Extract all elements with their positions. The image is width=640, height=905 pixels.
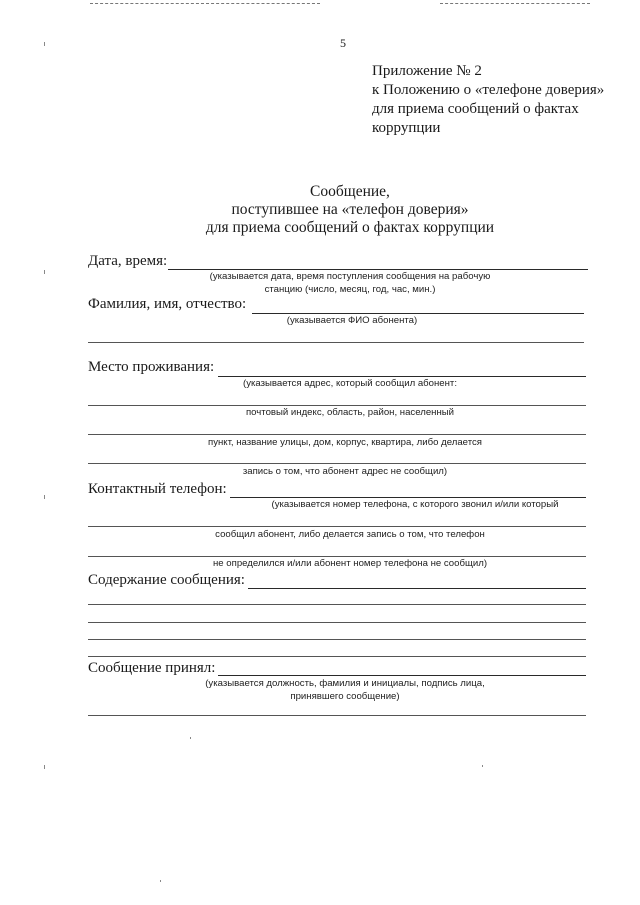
address-hint: почтовый индекс, область, район, населенный xyxy=(245,407,455,418)
address-field-line[interactable] xyxy=(218,376,586,377)
phone-hint: не определился и/или абонент номер телефона не сообщил) xyxy=(212,558,488,569)
scan-speck xyxy=(44,765,45,769)
phone-label: Контактный телефон: xyxy=(88,481,227,497)
phone-field-line[interactable] xyxy=(88,556,586,557)
received-by-label: Сообщение принял: xyxy=(88,660,216,676)
address-field-line[interactable] xyxy=(88,434,586,435)
fio-hint: (указывается ФИО абонента) xyxy=(286,315,418,326)
received-by-hint: принявшего сообщение) xyxy=(290,691,400,702)
scan-speck xyxy=(44,42,45,46)
received-by-extra-line[interactable] xyxy=(88,715,586,716)
address-field-line[interactable] xyxy=(88,405,586,406)
address-label: Место проживания: xyxy=(88,359,215,375)
datetime-hint: станцию (число, месяц, год, час, мин.) xyxy=(264,284,436,295)
scan-speck xyxy=(44,270,45,274)
address-hint: пункт, название улицы, дом, корпус, квартира, либо делается xyxy=(208,437,482,448)
page-number: 5 xyxy=(340,36,346,50)
address-field-line[interactable] xyxy=(88,463,586,464)
appendix-block xyxy=(372,62,604,138)
datetime-field-line[interactable] xyxy=(168,269,588,270)
appendix-line: для приема сообщений о фактах xyxy=(372,101,579,117)
document-title xyxy=(140,183,560,237)
scan-speck xyxy=(190,737,191,739)
scan-edge-line xyxy=(440,3,590,4)
fio-field-line[interactable] xyxy=(252,313,584,314)
title-line: поступившее на «телефон доверия» xyxy=(231,201,469,218)
scan-speck xyxy=(44,495,45,499)
content-field-line[interactable] xyxy=(88,656,586,657)
fio-label: Фамилия, имя, отчество: xyxy=(88,296,247,312)
content-field-line[interactable] xyxy=(88,639,586,640)
scan-speck xyxy=(482,765,483,767)
content-field-line[interactable] xyxy=(88,622,586,623)
received-by-hint: (указывается должность, фамилия и инициалы, подпись лица, xyxy=(205,678,485,689)
content-field-line[interactable] xyxy=(88,604,586,605)
phone-field-line[interactable] xyxy=(88,526,586,527)
title-line: для приема сообщений о фактах коррупции xyxy=(205,219,495,236)
phone-field-line[interactable] xyxy=(230,497,586,498)
content-field-line[interactable] xyxy=(248,588,586,589)
received-by-field-line[interactable] xyxy=(218,675,586,676)
phone-hint: сообщил абонент, либо делается запись о том, что телефон xyxy=(215,529,485,540)
datetime-hint: (указывается дата, время поступления сообщения на рабочую xyxy=(209,271,491,282)
appendix-line: коррупции xyxy=(372,120,441,136)
address-hint: (указывается адрес, который сообщил абонент: xyxy=(243,378,457,389)
address-hint: запись о том, что абонент адрес не сообщил) xyxy=(242,466,448,477)
appendix-line: Приложение № 2 xyxy=(372,63,482,79)
datetime-label: Дата, время: xyxy=(88,253,168,269)
scan-edge-line xyxy=(90,3,320,4)
scan-speck xyxy=(160,880,161,882)
phone-hint: (указывается номер телефона, с которого звонил и/или который xyxy=(271,499,559,510)
fio-extra-line[interactable] xyxy=(88,342,584,343)
appendix-line: к Положению о «телефоне доверия» xyxy=(372,82,605,98)
title-line: Сообщение, xyxy=(310,183,390,200)
content-label: Содержание сообщения: xyxy=(88,572,245,588)
